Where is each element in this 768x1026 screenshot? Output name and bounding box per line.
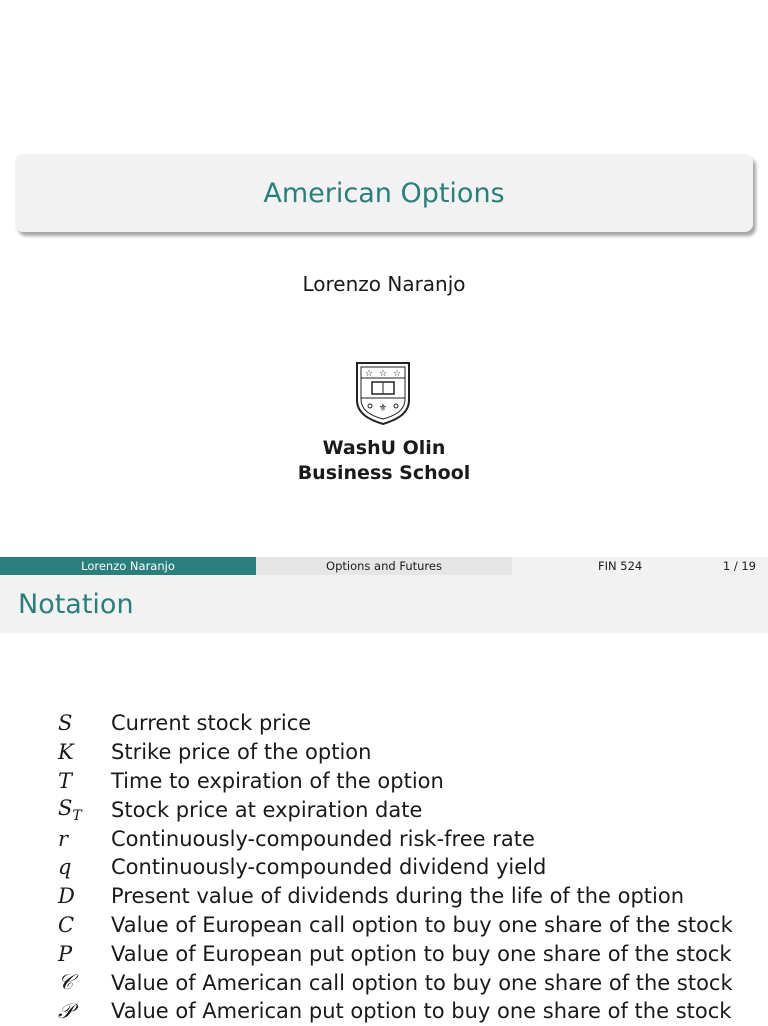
notation-description: Value of European put option to buy one share of the stock <box>111 941 732 966</box>
notation-symbol-main: 𝒫 <box>58 998 74 1023</box>
notation-symbol-main: q <box>58 855 72 880</box>
slide-title: American Options <box>263 177 505 209</box>
notation-symbol-main: T <box>58 768 73 793</box>
footer-course-code: FIN 524 <box>598 559 643 573</box>
notation-description: Continuously-compounded dividend yield <box>111 855 547 880</box>
notation-symbol-main: D <box>58 884 75 909</box>
notation-symbol-main: r <box>58 826 69 851</box>
notation-symbol <box>0 913 111 937</box>
notation-row <box>0 824 768 853</box>
svg-text:⚜: ⚜ <box>378 403 388 414</box>
frame-header <box>0 575 768 633</box>
notation-symbol-main: C <box>58 912 75 937</box>
notation-symbol <box>0 884 111 908</box>
notation-description: Present value of dividends during the life of the option <box>111 884 685 909</box>
school-name <box>0 436 768 486</box>
university-shield-icon <box>354 360 412 426</box>
notation-description: Value of American put option to buy one share of the stock <box>111 999 732 1024</box>
notation-row <box>0 882 768 911</box>
svg-text:☆: ☆ <box>378 369 388 379</box>
svg-text:☆: ☆ <box>364 369 374 379</box>
notation-row <box>0 795 768 824</box>
notation-description: Continuously-compounded risk-free rate <box>111 826 535 851</box>
footer-bar <box>0 557 768 575</box>
notation-symbol-main: K <box>58 740 74 765</box>
title-box <box>15 154 753 232</box>
notation-symbol <box>0 740 111 764</box>
notation-row <box>0 738 768 767</box>
author-name: Lorenzo Naranjo <box>302 272 466 296</box>
notation-description: Time to expiration of the option <box>111 768 444 793</box>
notation-symbol <box>0 942 111 966</box>
notation-symbol <box>0 827 111 851</box>
footer-right <box>512 557 768 575</box>
notation-row <box>0 939 768 968</box>
notation-list <box>0 709 768 1026</box>
notation-description: Value of American call option to buy one share of the stock <box>111 970 733 995</box>
notation-row <box>0 997 768 1026</box>
notation-row <box>0 709 768 738</box>
notation-row <box>0 911 768 940</box>
school-name-line1: WashU Olin <box>322 437 446 459</box>
footer-author <box>0 557 256 575</box>
notation-description: Value of European call option to buy one share of the stock <box>111 912 733 937</box>
notation-symbol <box>0 769 111 793</box>
notation-row <box>0 968 768 997</box>
notation-row <box>0 767 768 796</box>
footer-page-number: 1 / 19 <box>722 559 756 573</box>
notation-symbol <box>0 999 111 1024</box>
notation-description: Strike price of the option <box>111 740 372 765</box>
footer-course-title-text: Options and Futures <box>326 559 442 573</box>
notation-symbol <box>0 796 111 824</box>
notation-row <box>0 853 768 882</box>
svg-text:☆: ☆ <box>392 369 402 379</box>
notation-description: Current stock price <box>111 711 312 736</box>
school-name-line2: Business School <box>297 462 471 484</box>
notation-symbol <box>0 970 111 995</box>
notation-symbol <box>0 855 111 879</box>
notation-symbol-main: 𝒞 <box>58 970 74 995</box>
notation-symbol <box>0 711 111 735</box>
notation-symbol-main: P <box>58 941 73 966</box>
footer-course-title <box>256 557 512 575</box>
notation-symbol-subscript: T <box>72 807 82 824</box>
notation-symbol-main: S <box>58 795 73 820</box>
notation-symbol-main: S <box>58 711 73 736</box>
notation-description: Stock price at expiration date <box>111 797 423 822</box>
frame-title: Notation <box>18 588 134 620</box>
footer-author-text: Lorenzo Naranjo <box>81 559 175 573</box>
